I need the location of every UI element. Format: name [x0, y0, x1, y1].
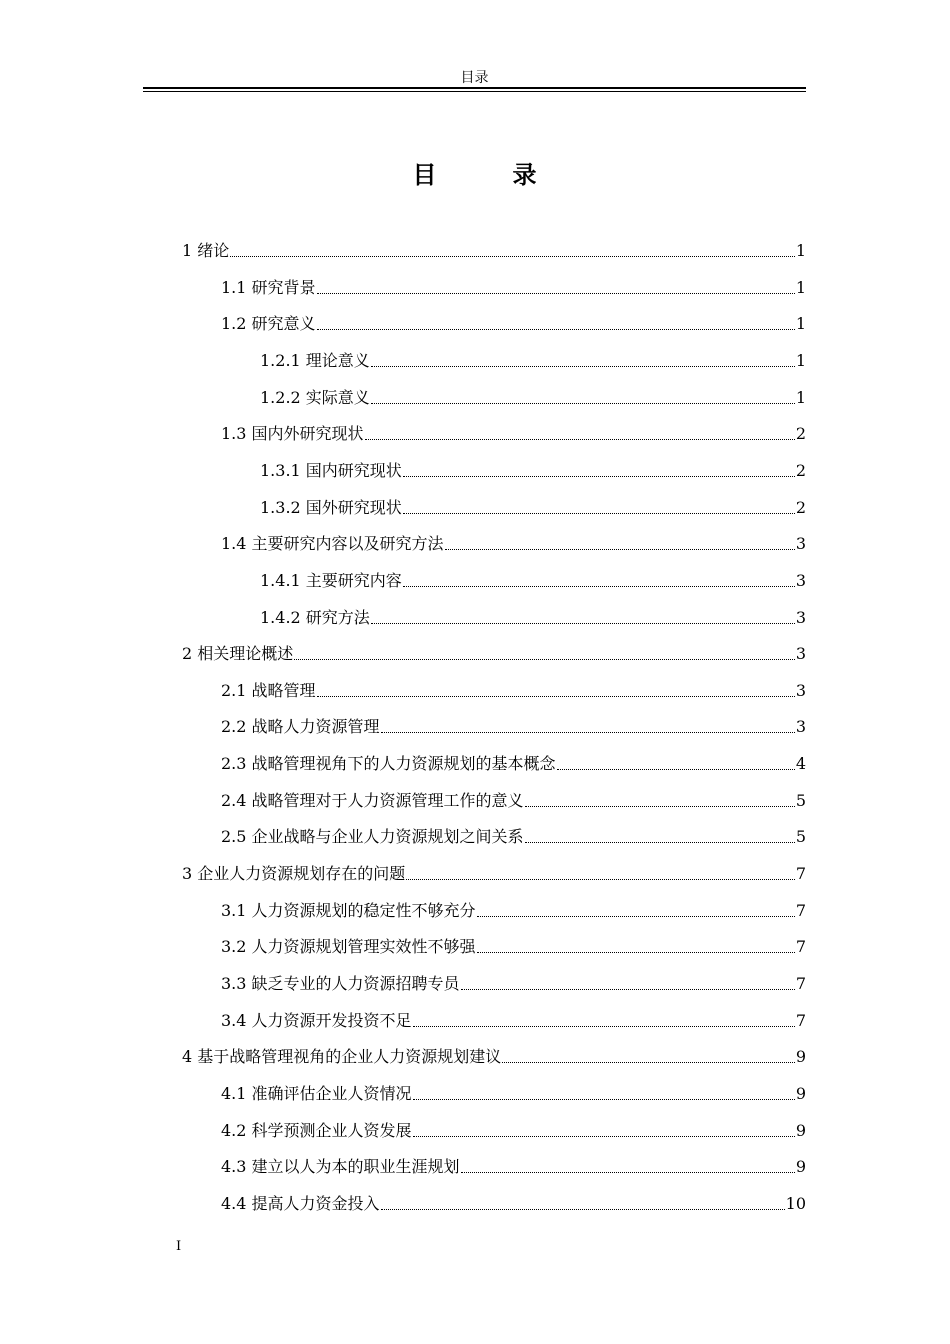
toc-entry-page: 9 — [795, 1121, 806, 1140]
toc-entry-title: 4.3 建立以人为本的职业生涯规划 — [221, 1157, 460, 1176]
toc-entry[interactable] — [221, 676, 806, 706]
toc-entry-title: 1.4.1 主要研究内容 — [260, 571, 402, 590]
toc-entry[interactable] — [221, 273, 806, 303]
toc-entry[interactable] — [260, 566, 806, 596]
toc-entry[interactable] — [221, 969, 806, 999]
toc-dot-leader — [371, 403, 795, 404]
toc-dot-leader — [371, 623, 795, 624]
toc-entry-page: 4 — [795, 754, 806, 773]
toc-entry-title: 4.4 提高人力资金投入 — [221, 1194, 380, 1213]
toc-entry-title: 3.4 人力资源开发投资不足 — [221, 1011, 412, 1030]
toc-entry-title: 3.2 人力资源规划管理实效性不够强 — [221, 937, 476, 956]
toc-dot-leader — [525, 842, 795, 843]
toc-dot-leader — [317, 696, 795, 697]
toc-dot-leader — [403, 513, 795, 514]
toc-dot-leader — [381, 732, 795, 733]
toc-dot-leader — [403, 476, 795, 477]
toc-entry-page: 7 — [795, 937, 806, 956]
toc-entry-title: 1.1 研究背景 — [221, 278, 316, 297]
toc-entry-page: 5 — [795, 791, 806, 810]
toc-dot-leader — [317, 329, 795, 330]
toc-dot-leader — [294, 659, 795, 660]
toc-entry-title: 2.4 战略管理对于人力资源管理工作的意义 — [221, 791, 524, 810]
toc-dot-leader — [371, 366, 795, 367]
toc-entry-title: 1 绪论 — [182, 241, 230, 260]
toc-entry[interactable] — [182, 639, 806, 669]
toc-entry[interactable] — [182, 236, 806, 266]
toc-dot-leader — [413, 1136, 795, 1137]
toc-entry-page: 3 — [795, 681, 806, 700]
toc-entry-page: 1 — [795, 351, 806, 370]
toc-entry-title: 3.3 缺乏专业的人力资源招聘专员 — [221, 974, 460, 993]
toc-entry[interactable] — [221, 419, 806, 449]
toc-entry-title: 3 企业人力资源规划存在的问题 — [182, 864, 406, 883]
toc-entry-title: 1.2 研究意义 — [221, 314, 316, 333]
toc-entry[interactable] — [221, 749, 806, 779]
toc-entry-page: 3 — [795, 644, 806, 663]
toc-dot-leader — [502, 1062, 795, 1063]
toc-entry-title: 2.5 企业战略与企业人力资源规划之间关系 — [221, 827, 524, 846]
toc-entry-title: 1.4 主要研究内容以及研究方法 — [221, 534, 444, 553]
toc-entry-page: 1 — [795, 314, 806, 333]
toc-entry-page: 1 — [795, 388, 806, 407]
toc-dot-leader — [413, 1099, 795, 1100]
toc-entry-title: 1.4.2 研究方法 — [260, 608, 370, 627]
running-header: 目录 — [460, 70, 489, 86]
toc-entry[interactable] — [221, 1116, 806, 1146]
toc-entry[interactable] — [221, 1189, 806, 1219]
toc-entry-page: 3 — [795, 717, 806, 736]
toc-dot-leader — [525, 806, 795, 807]
toc-entry[interactable] — [221, 932, 806, 962]
toc-entry-page: 7 — [795, 974, 806, 993]
toc-entry-page: 10 — [785, 1194, 806, 1213]
toc-entry[interactable] — [182, 859, 806, 889]
toc-dot-leader — [477, 952, 795, 953]
toc-entry-page: 7 — [795, 901, 806, 920]
toc-dot-leader — [461, 1172, 795, 1173]
toc-entry[interactable] — [260, 346, 806, 376]
toc-dot-leader — [317, 293, 795, 294]
toc-dot-leader — [230, 256, 795, 257]
toc-entry-page: 7 — [795, 1011, 806, 1030]
toc-entry-page: 9 — [795, 1047, 806, 1066]
toc-dot-leader — [477, 916, 795, 917]
toc-entry[interactable] — [260, 493, 806, 523]
toc-dot-leader — [413, 1026, 795, 1027]
toc-entry[interactable] — [221, 1079, 806, 1109]
toc-entry-page: 9 — [795, 1157, 806, 1176]
toc-entry-page: 5 — [795, 827, 806, 846]
toc-entry-page: 3 — [795, 534, 806, 553]
toc-entry[interactable] — [221, 786, 806, 816]
toc-entry-page: 2 — [795, 498, 806, 517]
footer-page-number: I — [176, 1239, 182, 1254]
toc-dot-leader — [365, 439, 795, 440]
toc-dot-leader — [557, 769, 795, 770]
toc-entry-title: 2.2 战略人力资源管理 — [221, 717, 380, 736]
toc-entry[interactable] — [221, 1152, 806, 1182]
toc-entry[interactable] — [221, 896, 806, 926]
toc-entry-title: 1.3 国内外研究现状 — [221, 424, 364, 443]
toc-entry-title: 1.2.1 理论意义 — [260, 351, 370, 370]
toc-entry[interactable] — [182, 1042, 806, 1072]
toc-entry-title: 4.2 科学预测企业人资发展 — [221, 1121, 412, 1140]
toc-entry-page: 7 — [795, 864, 806, 883]
toc-title: 目 录 — [412, 161, 563, 189]
toc-entry[interactable] — [260, 456, 806, 486]
toc-entry[interactable] — [260, 383, 806, 413]
toc-entry-title: 4.1 准确评估企业人资情况 — [221, 1084, 412, 1103]
toc-dot-leader — [461, 989, 795, 990]
toc-entry[interactable] — [221, 529, 806, 559]
toc-entry-title: 2 相关理论概述 — [182, 644, 294, 663]
toc-entry-title: 1.3.1 国内研究现状 — [260, 461, 402, 480]
toc-entry-page: 1 — [795, 278, 806, 297]
toc-entry-page: 3 — [795, 608, 806, 627]
toc-entry[interactable] — [221, 309, 806, 339]
toc-entry-page: 1 — [795, 241, 806, 260]
toc-entry[interactable] — [221, 1006, 806, 1036]
header-rule-thin — [143, 91, 806, 92]
toc-entry[interactable] — [221, 822, 806, 852]
toc-entry-title: 3.1 人力资源规划的稳定性不够充分 — [221, 901, 476, 920]
toc-entry-title: 2.1 战略管理 — [221, 681, 316, 700]
toc-entry-page: 2 — [795, 424, 806, 443]
header-rule-thick — [143, 87, 806, 89]
toc-entry-page: 2 — [795, 461, 806, 480]
toc-entry-title: 1.3.2 国外研究现状 — [260, 498, 402, 517]
toc-entry-page: 9 — [795, 1084, 806, 1103]
toc-entry[interactable] — [221, 712, 806, 742]
toc-entry-title: 2.3 战略管理视角下的人力资源规划的基本概念 — [221, 754, 556, 773]
toc-entry-title: 1.2.2 实际意义 — [260, 388, 370, 407]
toc-dot-leader — [406, 879, 795, 880]
toc-dot-leader — [381, 1209, 785, 1210]
toc-entry[interactable] — [260, 603, 806, 633]
toc-entry-page: 3 — [795, 571, 806, 590]
toc-dot-leader — [445, 549, 795, 550]
toc-dot-leader — [403, 586, 795, 587]
toc-entry-title: 4 基于战略管理视角的企业人力资源规划建议 — [182, 1047, 502, 1066]
